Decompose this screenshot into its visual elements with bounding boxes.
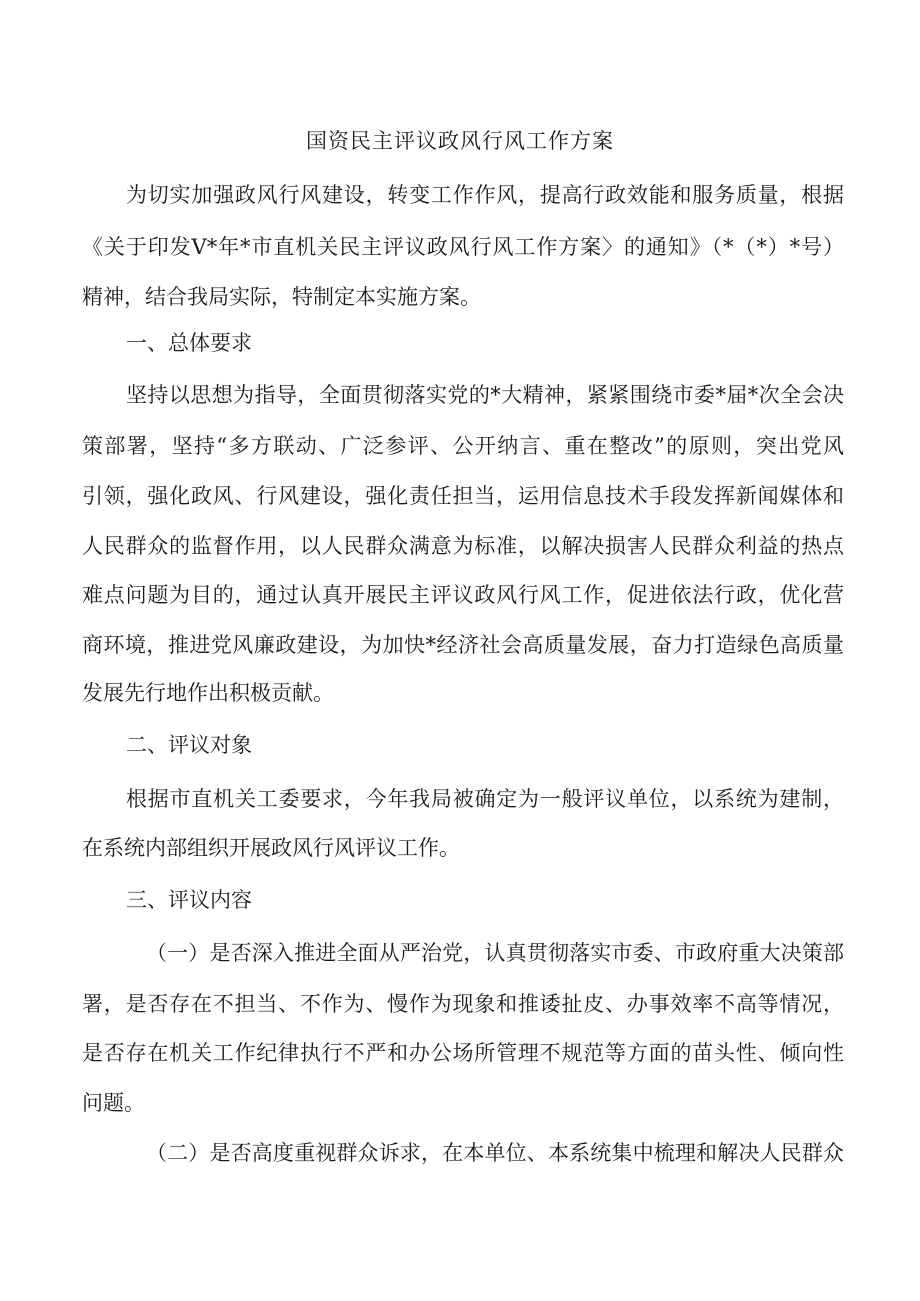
intro-line-1: 为切实加强政风行风建设，转变工作作风，提高行政效能和服务质量，根据 xyxy=(126,183,844,207)
section3-item1-line-2: 署，是否存在不担当、不作为、慢作为现象和推诿扯皮、办事效率不高等情况， xyxy=(82,992,844,1016)
section3-item2-line-1: （二）是否高度重视群众诉求，在本单位、本系统集中梳理和解决人民群众 xyxy=(146,1141,844,1165)
section3-item1-line-1: （一）是否深入推进全面从严治党，认真贯彻落实市委、市政府重大决策部 xyxy=(146,941,844,965)
section3-item1-line-3: 是否存在机关工作纪律执行不严和办公场所管理不规范等方面的苗头性、倾向性 xyxy=(82,1041,844,1065)
section1-line-4: 人民群众的监督作用，以人民群众满意为标准，以解决损害人民群众利益的热点 xyxy=(82,534,844,558)
section3-heading: 三、评议内容 xyxy=(126,888,252,912)
section1-line-1: 坚持以思想为指导，全面贯彻落实党的*大精神，紧紧围绕市委*届*次全会决 xyxy=(126,383,844,407)
section3-item1-line-4: 问题。 xyxy=(82,1091,145,1115)
section2-heading: 二、评议对象 xyxy=(126,733,252,757)
section1-line-6: 商环境，推进党风廉政建设，为加快*经济社会高质量发展，奋力打造绿色高质量 xyxy=(82,633,844,657)
section1-heading: 一、总体要求 xyxy=(126,331,252,355)
section1-line-2: 策部署，坚持“多方联动、广泛参评、公开纳言、重在整改”的原则，突出党风 xyxy=(82,434,844,458)
intro-line-2: 《关于印发V*年*市直机关民主评议政风行风工作方案〉的通知》（*（*）*号） xyxy=(82,235,844,259)
section1-line-5: 难点问题为目的，通过认真开展民主评议政风行风工作，促进依法行政，优化营 xyxy=(82,583,844,607)
section1-line-3: 引领，强化政风、行风建设，强化责任担当，运用信息技术手段发挥新闻媒体和 xyxy=(82,484,844,508)
section1-line-7: 发展先行地作出积极贡献。 xyxy=(82,681,334,705)
document-title: 国资民主评议政风行风工作方案 xyxy=(306,129,614,153)
section2-line-2: 在系统内部组织开展政风行风评议工作。 xyxy=(82,836,460,860)
section2-line-1: 根据市直机关工委要求，今年我局被确定为一般评议单位，以系统为建制， xyxy=(126,787,844,811)
intro-line-3: 精神，结合我局实际，特制定本实施方案。 xyxy=(82,285,481,309)
